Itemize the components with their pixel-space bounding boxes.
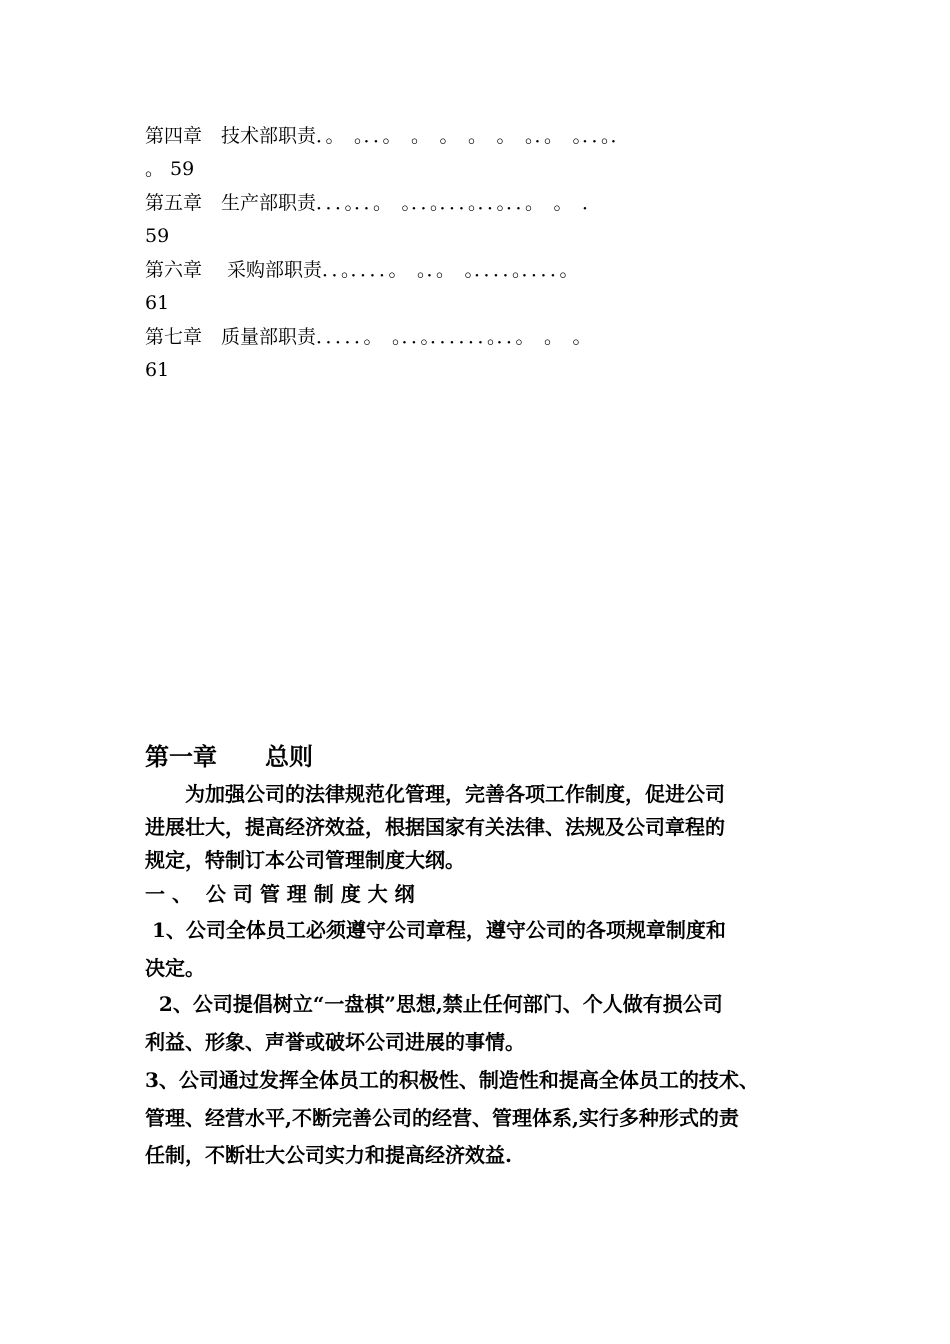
item-line: 任制，不断壮大公司实力和提高经济效益. bbox=[145, 1143, 512, 1167]
item-line: 决定。 bbox=[145, 956, 205, 980]
toc-page-number: 。 59 bbox=[145, 158, 195, 180]
item-line: 2、公司提倡树立“一盘棋”思想,禁止任何部门、个人做有损公司 bbox=[145, 992, 723, 1016]
toc-entry-chapter-4: 第四章 技术部职责．。 。．．。 。 。 。 。 。．。 。．．。． bbox=[145, 125, 630, 147]
intro-line: 进展壮大，提高经济效益，根据国家有关法律、法规及公司章程的 bbox=[145, 815, 725, 839]
intro-line: 规定，特制订本公司管理制度大纲。 bbox=[145, 848, 465, 872]
toc-entry-chapter-7: 第七章 质量部职责．．．．．。 。．．。．．．．．．。．．。 。 。 bbox=[145, 326, 592, 348]
toc-page-number: 59 bbox=[145, 225, 170, 247]
item-line: 1、公司全体员工必须遵守公司章程，遵守公司的各项规章制度和 bbox=[145, 918, 726, 942]
chapter-heading: 第一章 总则 bbox=[145, 742, 313, 771]
item-line: 3、公司通过发挥全体员工的积极性、制造性和提高全体员工的技术、 bbox=[145, 1068, 759, 1092]
toc-page-number: 61 bbox=[145, 292, 170, 314]
toc-page-number: 61 bbox=[145, 359, 170, 381]
item-line: 利益、形象、声誉或破坏公司进展的事情。 bbox=[145, 1030, 525, 1054]
toc-entry-chapter-5: 第五章 生产部职责．．．。．．。 。．．。．．．。．．。．．。 。 ． bbox=[145, 192, 602, 214]
section-title: 一 、 公 司 管 理 制 度 大 纲 bbox=[145, 882, 415, 906]
item-line: 管理、经营水平,不断完善公司的经营、管理体系,实行多种形式的责 bbox=[145, 1106, 739, 1130]
toc-entry-chapter-6: 第六章 采购部职责．．。．．．．。 。．。 。．．．．。．．．．。 bbox=[145, 259, 579, 281]
intro-line: 为加强公司的法律规范化管理，完善各项工作制度，促进公司 bbox=[145, 782, 725, 806]
